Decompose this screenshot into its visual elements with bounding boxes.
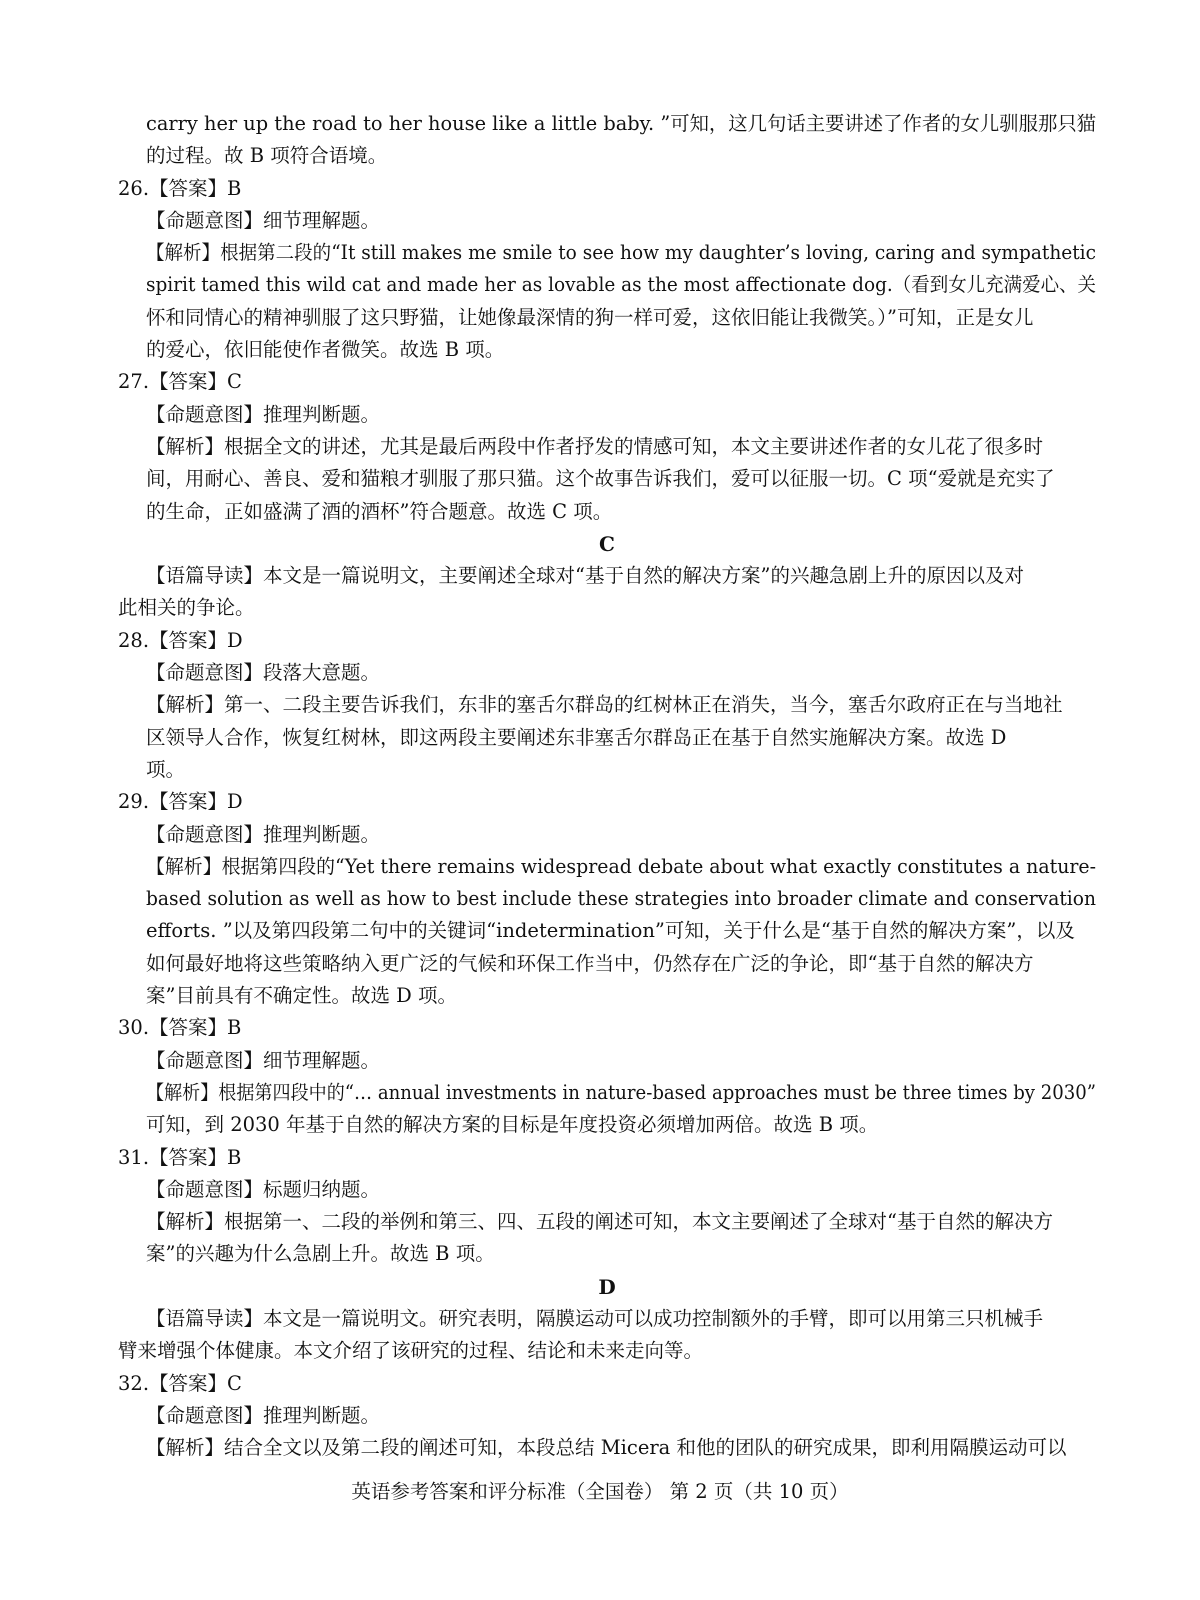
intent-29: 【命题意图】推理判断题。 bbox=[146, 822, 381, 846]
analysis-26-line: 的爱心，依旧能使作者微笑。故选 B 项。 bbox=[146, 338, 505, 362]
intent-32: 【命题意图】推理判断题。 bbox=[146, 1403, 381, 1427]
analysis-29-line: 如何最好地将这些策略纳入更广泛的气候和环保工作当中，仍然存在广泛的争论，即“基于自然的解决方 bbox=[146, 951, 1034, 975]
analysis-32-line: 【解析】结合全文以及第二段的阐述可知，本段总结 Micera 和他的团队的研究成果，即利用隔膜运动可以 bbox=[146, 1436, 1067, 1460]
intent-28: 【命题意图】段落大意题。 bbox=[146, 661, 381, 685]
text-line: carry her up the road to her house like a little baby. ”可知，这几句话主要讲述了作者的女儿驯服那只猫 bbox=[146, 112, 1097, 135]
page-footer: 英语参考答案和评分标准（全国卷） 第 2 页（共 10 页） bbox=[351, 1480, 849, 1503]
answer-26: 26.【答案】B bbox=[118, 176, 242, 200]
answer-30: 30.【答案】B bbox=[118, 1016, 242, 1040]
analysis-26-line: spirit tamed this wild cat and made her as lovable as the most affectionate dog.（看到女儿充满爱心、关 bbox=[146, 273, 1097, 297]
intent-26: 【命题意图】细节理解题。 bbox=[146, 208, 381, 232]
passage-guide-d-line: 臂来增强个体健康。本文介绍了该研究的过程、结论和未来走向等。 bbox=[118, 1339, 704, 1363]
analysis-31-line: 案”的兴趣为什么急剧上升。故选 B 项。 bbox=[146, 1242, 495, 1266]
analysis-29-line: 案”目前具有不确定性。故选 D 项。 bbox=[146, 984, 458, 1008]
answer-31: 31.【答案】B bbox=[118, 1145, 242, 1169]
intent-31: 【命题意图】标题归纳题。 bbox=[146, 1177, 381, 1201]
analysis-28-line: 项。 bbox=[146, 757, 186, 781]
analysis-27-line: 的生命，正如盛满了酒的酒杯”符合题意。故选 C 项。 bbox=[146, 499, 613, 523]
analysis-28-line: 【解析】第一、二段主要告诉我们，东非的塞舌尔群岛的红树林正在消失，当今，塞舌尔政府正在与当地社 bbox=[146, 693, 1063, 717]
passage-guide-d-line: 【语篇导读】本文是一篇说明文。研究表明，隔膜运动可以成功控制额外的手臂，即可以用第三只机械手 bbox=[146, 1306, 1044, 1330]
answer-32: 32.【答案】C bbox=[118, 1371, 242, 1395]
section-heading-c: C bbox=[599, 531, 615, 556]
section-heading-d: D bbox=[598, 1274, 616, 1299]
intent-27: 【命题意图】推理判断题。 bbox=[146, 402, 381, 426]
answer-28: 28.【答案】D bbox=[118, 628, 243, 652]
answer-key-body bbox=[118, 108, 1096, 1464]
analysis-31-line: 【解析】根据第一、二段的举例和第三、四、五段的阐述可知，本文主要阐述了全球对“基于自然的解决方 bbox=[146, 1210, 1053, 1234]
analysis-29-line: efforts. ”以及第四段第二句中的关键词“indetermination”可知，关于什么是“基于自然的解决方案”，以及 bbox=[146, 919, 1075, 943]
intent-30: 【命题意图】细节理解题。 bbox=[146, 1048, 381, 1072]
answer-29: 29.【答案】D bbox=[118, 790, 243, 814]
answer-27: 27.【答案】C bbox=[118, 370, 242, 394]
analysis-28-line: 区领导人合作，恢复红树林，即这两段主要阐述东非塞舌尔群岛正在基于自然实施解决方案。故选 D bbox=[146, 725, 1007, 749]
analysis-26-line: 怀和同情心的精神驯服了这只野猫，让她像最深情的狗一样可爱，这依旧能让我微笑。）”可知，正是女儿 bbox=[146, 305, 1034, 329]
passage-guide-c-line: 【语篇导读】本文是一篇说明文，主要阐述全球对“基于自然的解决方案”的兴趣急剧上升的原因以及对 bbox=[146, 564, 1024, 588]
analysis-27-line: 间，用耐心、善良、爱和猫粮才驯服了那只猫。这个故事告诉我们，爱可以征服一切。C 项“爱就是充实了 bbox=[146, 467, 1055, 491]
analysis-30-line: 可知，到 2030 年基于自然的解决方案的目标是年度投资必须增加两倍。故选 B 项。 bbox=[146, 1113, 879, 1137]
analysis-26-line: 【解析】根据第二段的“It still makes me smile to see how my daughter’s loving, caring and sympathetic bbox=[146, 241, 1096, 265]
passage-guide-c-line: 此相关的争论。 bbox=[118, 596, 255, 620]
analysis-29-line: based solution as well as how to best include these strategies into broader climate and conservation bbox=[146, 887, 1096, 911]
analysis-27-line: 【解析】根据全文的讲述，尤其是最后两段中作者抒发的情感可知，本文主要讲述作者的女儿花了很多时 bbox=[146, 434, 1044, 458]
analysis-29-line: 【解析】根据第四段的“Yet there remains widespread debate about what exactly constitutes a nature- bbox=[146, 854, 1096, 878]
text-line: 的过程。故 B 项符合语境。 bbox=[146, 144, 388, 168]
analysis-30-line: 【解析】根据第四段中的“… annual investments in nature-based approaches must be three times by 2030” bbox=[146, 1080, 1096, 1104]
